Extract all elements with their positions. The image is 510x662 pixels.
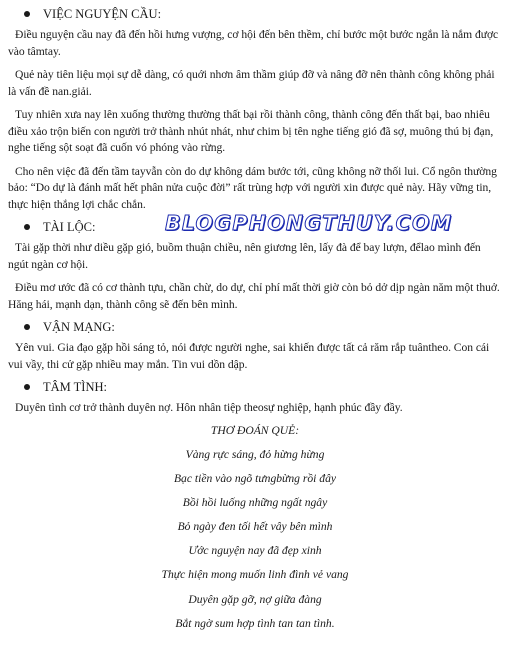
poem-line: Thực hiện mong muốn linh đình vẻ vang [161, 568, 349, 582]
poem [8, 423, 502, 632]
paragraph: Cho nên việc đã đến tầm tayvẫn còn do dự không dám bước tới, cũng không nỡ thối lui. Cổ ngôn thường bảo: “Do dự là đánh mất hết phân nửa cuộc đời” rất trùng hợp với người xin được quẻ này. Hãy vững tin, thực hiện thắng lợi chắc chắn. [8, 164, 497, 211]
poem-line: Duyên gặp gỡ, nợ giữa đàng [188, 592, 322, 606]
section-heading-tam-tinh [8, 379, 502, 395]
poem-line: Bắt ngờ sum hợp tình tan tan tình. [175, 616, 335, 630]
paragraph: Tuy nhiên xưa nay lên xuống thường thường thất bại rồi thành công, thành công đến thất bại, bao nhiêu điều xảo trộn biến con người trở thành nhút nhát, như chim bị tên nghe tiếng gió đã sợ, muông thú bị đạn, nghe tiếng sột soạt đã cuốn vó phóng vào rừng. [8, 108, 494, 154]
section-heading-tai-loc [8, 219, 502, 235]
bullet-icon [24, 324, 30, 330]
poem-line: Vàng rực sáng, đỏ hừng hừng [185, 447, 325, 461]
heading-text: VIỆC NGUYỆN CẦU: [43, 7, 162, 21]
poem-line: Bạc tiền vào ngõ tưngbừng rồi đây [173, 471, 337, 485]
paragraph: Yên vui. Gia đạo gặp hồi sáng tỏ, nói được người nghe, sai khiến được tất cả răm rắp tuântheo. Con cái vui vầy, thi cử gặp nhiều may mắn. Tin vui dồn dập. [8, 341, 490, 371]
section-heading-van-mang [8, 319, 502, 335]
paragraph: Tài gặp thời như diều gặp gió, buồm thuận chiều, nên giương lên, lấy đà để bay lượn, đểlao mình đến ngút ngàn cơ hội. [8, 241, 481, 271]
heading-text: TÂM TÌNH: [43, 380, 108, 394]
paragraph: Điều mơ ước đã có cơ thành tựu, chần chừ, do dự, chỉ phí mất thời giờ còn bỏ dở dịp ngàn năm một thuở. Hăng hái, mạnh dạn, thành công sẽ đến bên mình. [8, 281, 500, 311]
poem-line: Bỏ ngày đen tối hết vây bên mình [177, 520, 333, 534]
poem-title: THƠ ĐOÁN QUẺ: [210, 423, 300, 437]
heading-text: VẬN MẠNG: [43, 320, 115, 334]
bullet-icon [24, 11, 30, 17]
heading-text: TÀI LỘC: [43, 220, 96, 234]
paragraph: Duyên tình cơ trở thành duyên nợ. Hôn nhân tiệp theosự nghiệp, hạnh phúc đầy đầy. [15, 401, 403, 414]
bullet-icon [24, 384, 30, 390]
paragraph: Quẻ này tiên liệu mọi sự dễ dàng, có quới nhơn âm thầm giúp đỡ và nâng đỡ nên thành công không phải là vấn đề nan.giải. [8, 68, 495, 98]
poem-line: Ước nguyện nay đã đẹp xinh [188, 544, 322, 558]
poem-line: Bồi hồi luống những ngất ngây [182, 495, 328, 509]
bullet-icon [24, 224, 30, 230]
paragraph: Điều nguyện cầu nay đã đến hồi hưng vượng, cơ hội đến bên thềm, chỉ bước một bước ngắn là nắm được vào tâmtay. [8, 28, 499, 58]
section-heading-nguyen-cau [8, 6, 502, 22]
watermark-text: BLOGPHONGTHUY.COM [165, 211, 453, 235]
